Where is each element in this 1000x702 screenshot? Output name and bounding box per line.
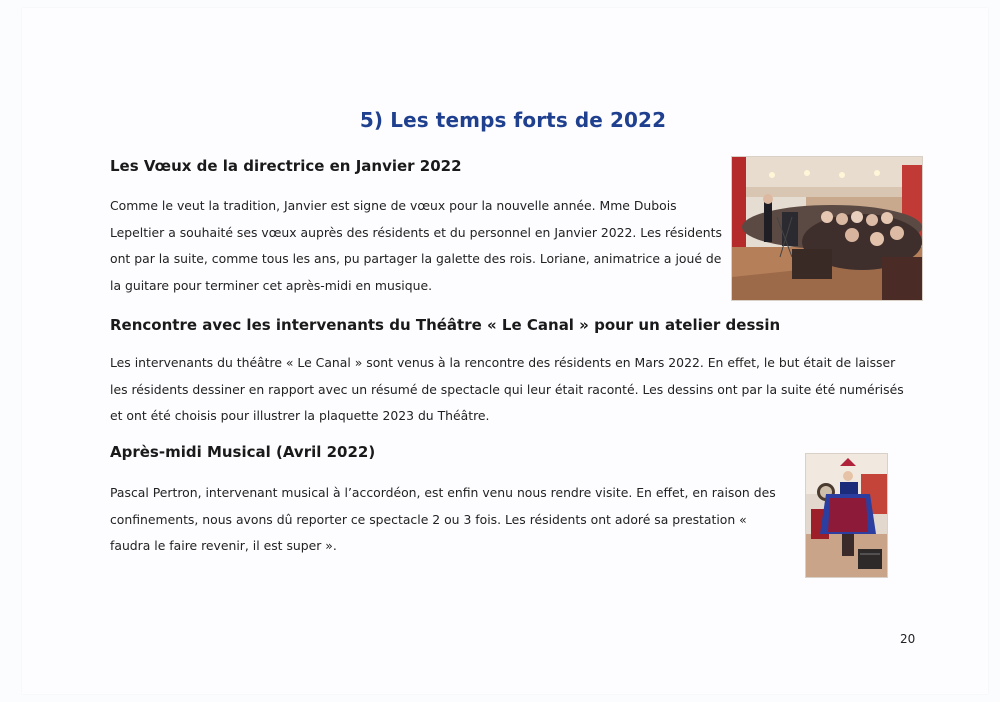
photo-accordion-image <box>806 454 887 577</box>
paragraph-theatre-canal: Les intervenants du théâtre « Le Canal » sont venus à la rencontre des résidents en Mars 2022. En effet, le but était de laisser les résidents dessiner en rapport avec un résumé de spectacle qui leur était raconté. Les dessins ont par la suite été numérisés et ont été choisis pour illustrer la plaquette 2023 du Théâtre. <box>110 355 904 423</box>
photo-voeux-event <box>731 156 923 301</box>
heading-theatre-canal: Rencontre avec les intervenants du Théâtre « Le Canal » pour un atelier dessin <box>110 316 781 334</box>
page-number: 20 <box>900 632 916 646</box>
heading-apres-midi-musical: Après-midi Musical (Avril 2022) <box>110 443 376 461</box>
photo-voeux-image <box>732 157 922 300</box>
paragraph-apres-midi-musical: Pascal Pertron, intervenant musical à l’accordéon, est enfin venu nous rendre visite. En effet, en raison des confinements, nous avons dû reporter ce spectacle 2 ou 3 fois. Les résidents ont adoré sa prestation « faudra le faire revenir, il est super ». <box>110 485 776 553</box>
heading-voeux: Les Vœux de la directrice en Janvier 2022 <box>110 157 462 175</box>
section-title: 5) Les temps forts de 2022 <box>359 108 667 132</box>
photo-accordion-performer <box>805 453 888 578</box>
paragraph-voeux: Comme le veut la tradition, Janvier est signe de vœux pour la nouvelle année. Mme Dubois Lepeltier a souhaité ses vœux auprès des résidents et du personnel en Janvier 2022. Les résidents ont par la suite, comme tous les ans, pu partager la galette des rois. Loriane, animatrice a joué de la guitare pour terminer cet après-midi en musique. <box>110 198 722 293</box>
